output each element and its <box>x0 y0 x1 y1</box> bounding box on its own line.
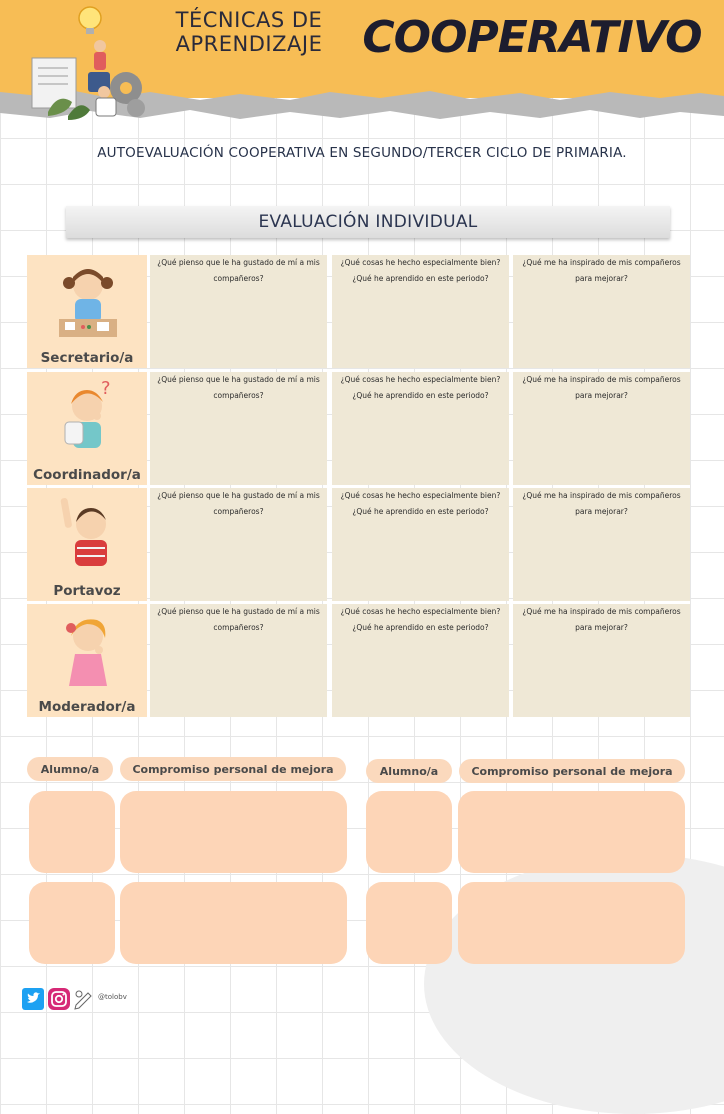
question-cell[interactable] <box>332 604 509 717</box>
question-text: ¿Qué me ha inspirado de mis compañeros para mejorar? <box>522 607 681 632</box>
question-cell[interactable] <box>150 255 327 368</box>
section-title: EVALUACIÓN INDIVIDUAL <box>258 212 478 232</box>
commitment-box[interactable] <box>458 791 685 873</box>
question-text: ¿Qué pienso que le ha gustado de mí a mis compañeros? <box>157 375 320 400</box>
question-text: ¿Qué pienso que le ha gustado de mí a mis compañeros? <box>157 607 320 632</box>
student-name-box[interactable] <box>366 791 452 873</box>
role-label: Secretario/a <box>40 350 134 366</box>
question-text: ¿Qué me ha inspirado de mis compañeros para mejorar? <box>522 375 681 400</box>
question-text: ¿Qué me ha inspirado de mis compañeros para mejorar? <box>522 258 681 283</box>
question-text: ¿Qué he aprendido en este periodo? <box>352 274 489 283</box>
girl-drawing-icon <box>57 261 119 343</box>
header-title-big: COOPERATIVO <box>362 12 702 63</box>
question-cell[interactable] <box>150 488 327 601</box>
social-handle: @tolobv <box>98 993 127 1001</box>
footer-icons <box>22 987 98 1011</box>
question-text: ¿Qué cosas he hecho especialmente bien? <box>340 258 501 267</box>
question-cell[interactable] <box>332 255 509 368</box>
question-text: ¿Qué pienso que le ha gustado de mí a mis compañeros? <box>157 491 320 516</box>
question-cell[interactable] <box>513 255 690 368</box>
role-label: Coordinador/a <box>33 467 141 483</box>
student-name-box[interactable] <box>29 882 115 964</box>
commitment-box[interactable] <box>458 882 685 964</box>
question-text: ¿Qué cosas he hecho especialmente bien? <box>340 491 501 500</box>
instagram-icon[interactable] <box>48 988 70 1010</box>
evaluation-table <box>27 255 690 717</box>
question-text: ¿Qué he aprendido en este periodo? <box>352 391 489 400</box>
role-cell <box>27 372 147 485</box>
student-label <box>366 759 452 783</box>
header-illustration-icon <box>28 2 158 126</box>
question-cell[interactable] <box>150 604 327 717</box>
student-name-box[interactable] <box>29 791 115 873</box>
question-text: ¿Qué cosas he hecho especialmente bien? <box>340 607 501 616</box>
question-text: ¿Qué me ha inspirado de mis compañeros para mejorar? <box>522 491 681 516</box>
pencil-icon <box>75 991 91 1009</box>
commitment-label <box>120 757 346 781</box>
svg-text:?: ? <box>101 378 111 399</box>
role-cell <box>27 604 147 717</box>
question-cell[interactable] <box>513 372 690 485</box>
question-cell[interactable] <box>150 372 327 485</box>
question-text: ¿Qué pienso que le ha gustado de mí a mis compañeros? <box>157 258 320 283</box>
commitment-box[interactable] <box>120 791 347 873</box>
girl-thinking-icon <box>57 610 119 692</box>
boy-thinking-icon <box>57 378 119 460</box>
student-name-box[interactable] <box>366 882 452 964</box>
question-cell[interactable] <box>513 604 690 717</box>
commitment-label-text: Compromiso personal de mejora <box>132 762 334 776</box>
commitment-label <box>459 759 685 783</box>
question-cell[interactable] <box>332 372 509 485</box>
question-cell[interactable] <box>513 488 690 601</box>
header-title-small: TÉCNICAS DE APRENDIZAJE <box>175 8 323 56</box>
student-label <box>27 757 113 781</box>
student-label-text: Alumno/a <box>40 762 100 776</box>
table-row <box>27 255 690 368</box>
question-text: ¿Qué cosas he hecho especialmente bien? <box>340 375 501 384</box>
table-row <box>27 604 690 717</box>
student-label-text: Alumno/a <box>379 764 439 778</box>
role-label: Moderador/a <box>38 699 136 715</box>
role-label: Portavoz <box>53 583 121 599</box>
commitment-label-text: Compromiso personal de mejora <box>471 764 673 778</box>
role-cell <box>27 488 147 601</box>
role-cell <box>27 255 147 368</box>
table-row <box>27 488 690 601</box>
twitter-icon[interactable] <box>22 988 44 1010</box>
commitment-box[interactable] <box>120 882 347 964</box>
question-text: ¿Qué he aprendido en este periodo? <box>352 507 489 516</box>
question-text: ¿Qué he aprendido en este periodo? <box>352 623 489 632</box>
table-row <box>27 372 690 485</box>
section-title-bar <box>66 206 670 238</box>
boy-raising-hand-icon <box>57 494 119 576</box>
subtitle: AUTOEVALUACIÓN COOPERATIVA EN SEGUNDO/TERCER CICLO DE PRIMARIA. <box>97 145 627 161</box>
question-cell[interactable] <box>332 488 509 601</box>
